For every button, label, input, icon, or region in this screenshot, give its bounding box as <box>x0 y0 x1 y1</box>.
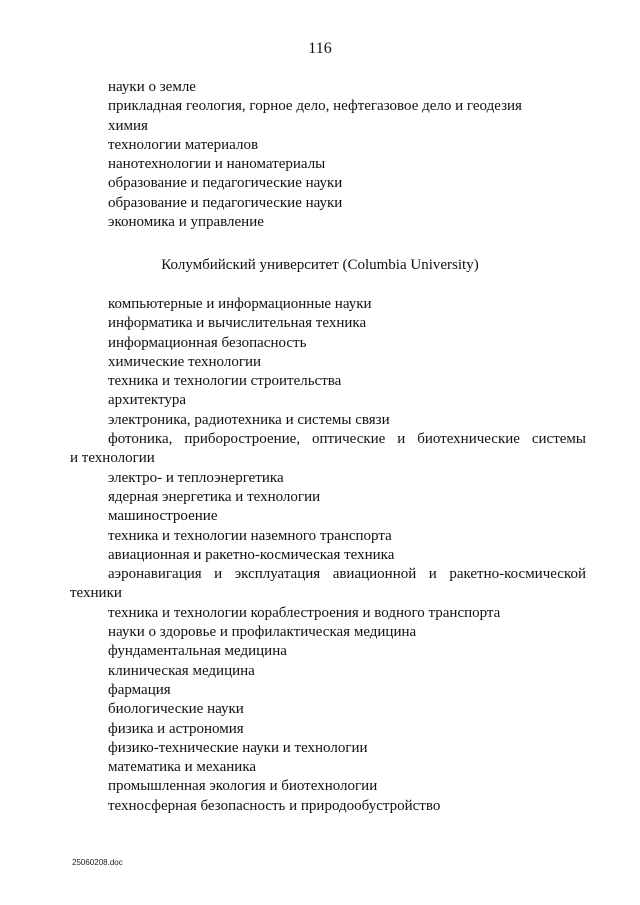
list-item: электро- и теплоэнергетика <box>108 469 284 486</box>
list-item-continuation: техники <box>70 585 122 602</box>
list-item-wrapped: аэронавигация и эксплуатация авиационной и ракетно-космической <box>108 566 586 583</box>
list-item: науки о земле <box>108 79 196 95</box>
list-item-continuation: и технологии <box>70 450 155 467</box>
list-item: экономика и управление <box>108 214 264 231</box>
list-item: химия <box>108 117 148 134</box>
list-item: физика и астрономия <box>108 720 244 737</box>
page-number: 116 <box>308 40 332 57</box>
list-item: физико-технические науки и технологии <box>108 739 368 756</box>
field-list-columbia <box>0 295 640 816</box>
list-item: техника и технологии наземного транспорта <box>108 527 392 544</box>
list-item: ядерная энергетика и технологии <box>108 488 321 505</box>
list-item: архитектура <box>108 392 187 409</box>
list-item: прикладная геология, горное дело, нефтегазовое дело и геодезия <box>108 98 522 115</box>
field-list-continued <box>0 78 640 232</box>
list-item: образование и педагогические науки <box>108 194 343 211</box>
list-item: клиническая медицина <box>108 662 255 679</box>
list-item: техника и технологии строительства <box>108 373 342 390</box>
footer-filename: 25060208.doc <box>72 858 123 867</box>
list-item: фармация <box>108 681 171 698</box>
list-item: математика и механика <box>108 759 257 776</box>
list-item: информационная безопасность <box>108 334 307 351</box>
list-item: технологии материалов <box>108 136 259 153</box>
list-item: химические технологии <box>108 353 262 370</box>
list-item: информатика и вычислительная техника <box>108 315 367 332</box>
list-item: промышленная экология и биотехнологии <box>108 778 378 795</box>
list-item: компьютерные и информационные науки <box>108 296 372 312</box>
list-item-wrapped: фотоника, приборостроение, оптические и биотехнические системы <box>108 431 586 448</box>
list-item: машиностроение <box>108 508 218 525</box>
list-item: образование и педагогические науки <box>108 175 343 192</box>
list-item: авиационная и ракетно-космическая техника <box>108 546 395 563</box>
list-item: нанотехнологии и наноматериалы <box>108 156 326 173</box>
list-item: фундаментальная медицина <box>108 643 287 660</box>
list-item: техносферная безопасность и природообустройство <box>108 797 441 814</box>
list-item: науки о здоровье и профилактическая медицина <box>108 624 417 641</box>
list-item: электроника, радиотехника и системы связи <box>108 411 390 428</box>
list-item: техника и технологии кораблестроения и водного транспорта <box>108 604 501 621</box>
university-heading: Колумбийский университет (Columbia University) <box>161 257 479 273</box>
list-item: биологические науки <box>108 701 244 718</box>
